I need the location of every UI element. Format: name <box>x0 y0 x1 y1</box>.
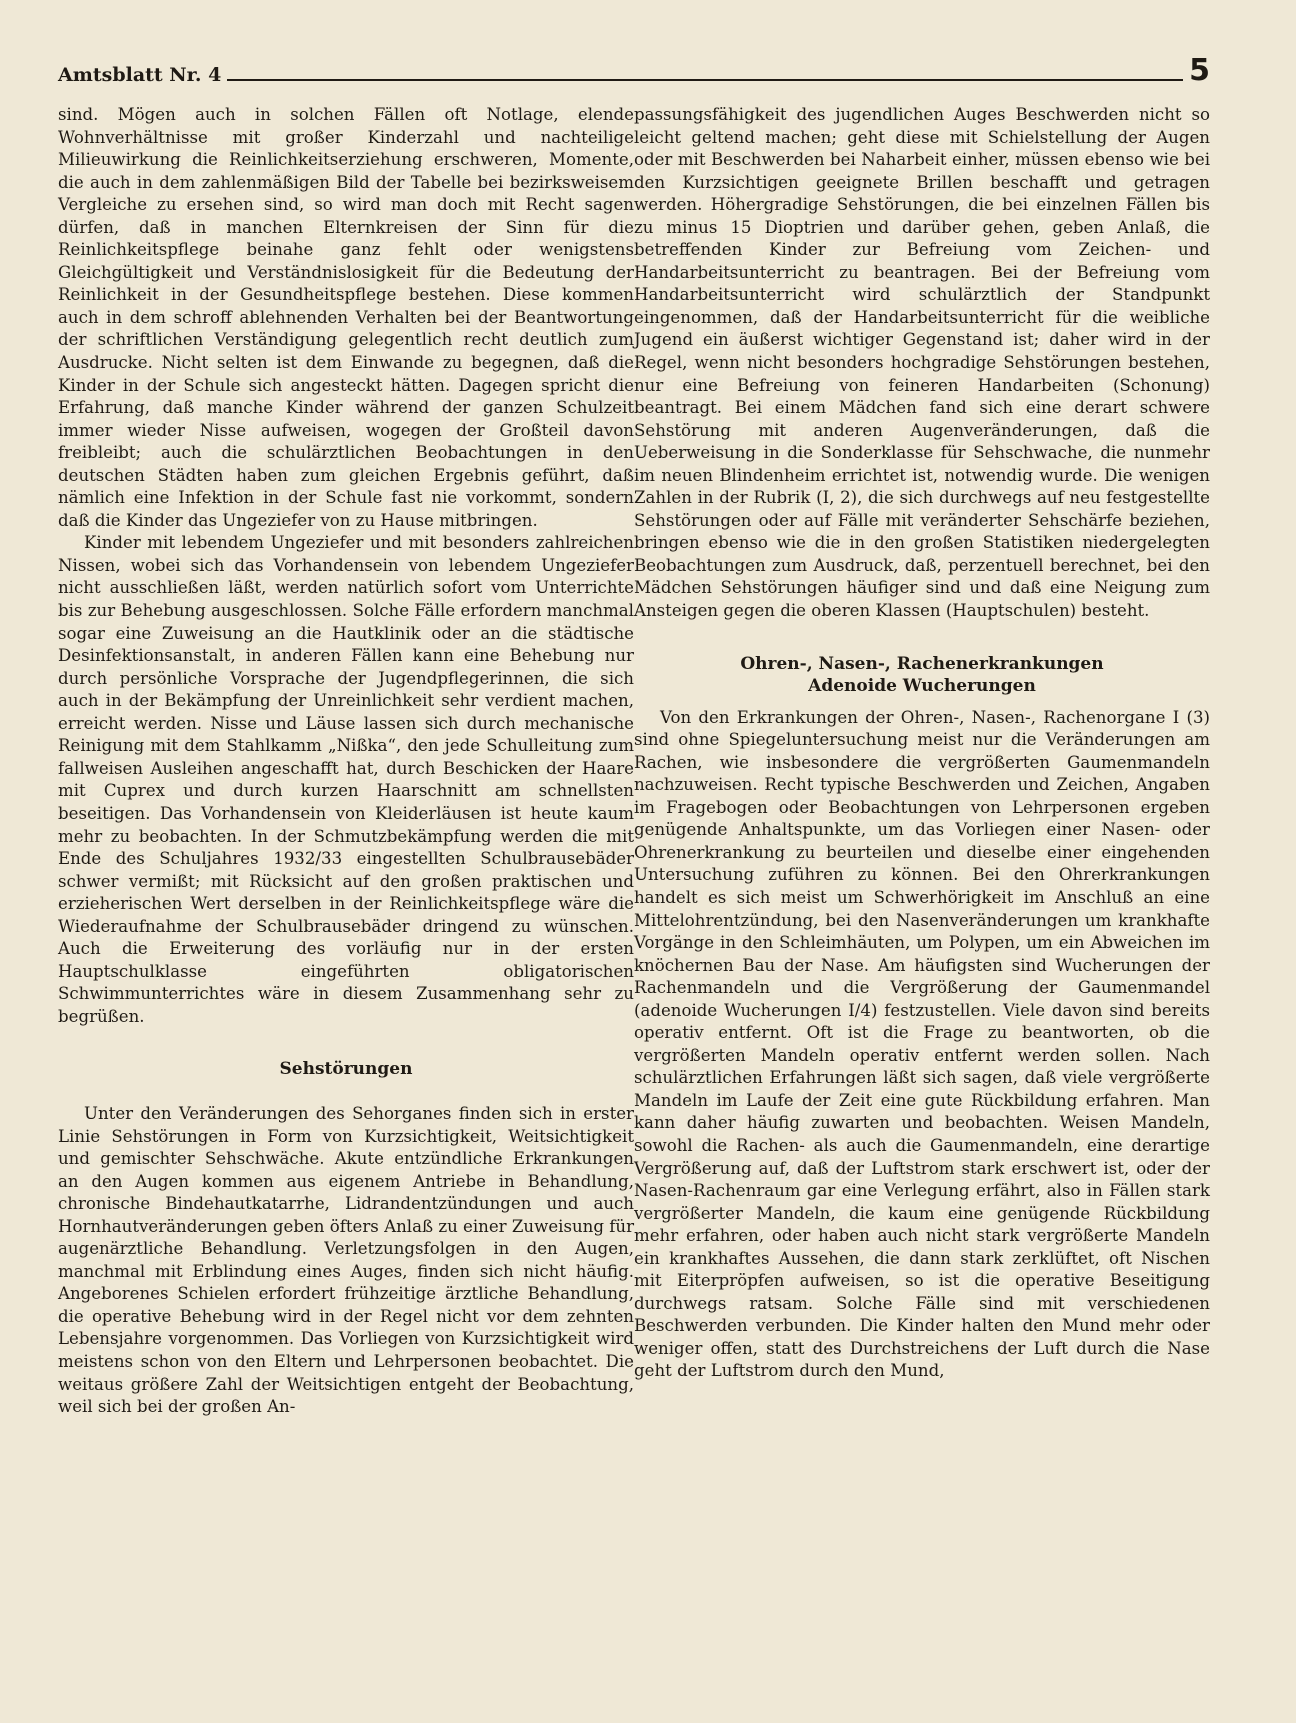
left-column <box>58 104 634 1419</box>
section-heading-line-2: Adenoide Wucherungen <box>808 675 1036 696</box>
left-paragraph-1: sind. Mögen auch in solchen Fällen oft Notlage, elende Wohnverhältnisse mit großer Kinderzahl und nachteilige Milieuwirkung die Reinlichkeitserziehung erschweren, Momente, die auch in dem zahlenmäßigen Bild der Tabelle bei bezirksweisem Vergleiche zu ersehen sind, so wird man doch mit Recht sagen dürfen, daß in manchen Elternkreisen der Sinn für die Reinlichkeitspflege beinahe ganz fehlt oder wenigstens Gleichgültigkeit und Verständnislosigkeit für die Bedeutung der Reinlichkeit in der Gesundheitspflege bestehen. Diese kommen auch in dem schroff ablehnenden Verhalten bei der Beantwortung der schriftlichen Verständigung gelegentlich recht deutlich zum Ausdrucke. Nicht selten ist dem Einwande zu begegnen, daß die Kinder in der Schule sich angesteckt hätten. Dagegen spricht die Erfahrung, daß manche Kinder während der ganzen Schulzeit immer wieder Nisse aufweisen, wogegen der Großteil davon freibleibt; auch die schulärztlichen Beobachtungen in den deutschen Städten haben zum gleichen Ergebnis geführt, daß nämlich eine Infektion in der Schule fast nie vorkommt, sondern daß die Kinder das Ungeziefer von zu Hause mitbringen. <box>58 105 634 530</box>
section-heading-line-1: Ohren-, Nasen-, Rachenerkrankungen <box>740 653 1104 674</box>
page-header <box>58 52 1210 86</box>
left-paragraph-3: Unter den Veränderungen des Sehorganes finden sich in erster Linie Sehstörungen in Form von Kurzsichtigkeit, Weitsichtigkeit und gemischter Sehschwäche. Akute entzündliche Erkrankungen an den Augen kommen aus eigenem Antriebe in Behandlung, chronische Bindehautkatarrhe, Lidrandentzündungen und auch Hornhautveränderungen geben öfters Anlaß zu einer Zuweisung für augenärztliche Behandlung. Verletzungsfolgen in den Augen, manchmal mit Erblindung eines Auges, finden sich nicht häufig. Angeborenes Schielen erfordert frühzeitige ärztliche Behandlung, die operative Behebung wird in der Regel nicht vor dem zehnten Lebensjahre vorgenommen. Das Vorliegen von Kurzsichtigkeit wird meistens schon von den Eltern und Lehrpersonen beobachtet. Die weitaus größere Zahl der Weitsichtigen entgeht der Beobachtung, weil sich bei der großen An- <box>58 1103 634 1417</box>
running-head: Amtsblatt Nr. 4 <box>58 64 222 86</box>
left-paragraph-2: Kinder mit lebendem Ungeziefer und mit besonders zahlreichen Nissen, wobei sich das Vorhandensein von lebendem Ungeziefer nicht ausschließen läßt, werden natürlich sofort vom Unterrichte bis zur Behebung ausgeschlossen. Solche Fälle erfordern manchmal sogar eine Zuweisung an die Hautklinik oder an die städtische Desinfektionsanstalt, in anderen Fällen kann eine Behebung nur durch persönliche Vorsprache der Jugendpflegerinnen, die sich auch in der Bekämpfung der Unreinlichkeit sehr verdient machen, erreicht werden. Nisse und Läuse lassen sich durch mechanische Reinigung mit dem Stahlkamm „Nißka“, den jede Schulleitung zum fallweisen Ausleihen angeschafft hat, durch Beschicken der Haare mit Cuprex und durch kurzen Haarschnitt am schnellsten beseitigen. Das Vorhandensein von Kleiderläusen ist heute kaum mehr zu beobachten. In der Schmutzbekämpfung werden die mit Ende des Schuljahres 1932/33 eingestellten Schulbrausebäder schwer vermißt; mit Rücksicht auf den großen praktischen und erzieherischen Wert derselben in der Reinlichkeitspflege wäre die Wiederaufnahme der Schulbrausebäder dringend zu wünschen. Auch die Erweiterung des vorläufig nur in der ersten Hauptschulklasse eingeführten obligatorischen Schwimmunterrichtes wäre in diesem Zusammenhang sehr zu begrüßen. <box>58 533 634 1026</box>
page-number: 5 <box>1189 53 1210 88</box>
right-paragraph-2: Von den Erkrankungen der Ohren-, Nasen-, Rachenorgane I (3) sind ohne Spiegeluntersuchung meist nur die Veränderungen am Rachen, wie insbesondere die vergrößerten Gaumenmandeln nachzuweisen. Recht typische Beschwerden und Zeichen, Angaben im Fragebogen oder Beobachtungen von Lehrpersonen ergeben genügende Anhaltspunkte, um das Vorliegen einer Nasen- oder Ohrenerkrankung zu beurteilen und dieselbe einer eingehenden Untersuchung zuführen zu können. Bei den Ohrerkrankungen handelt es sich meist um Schwerhörigkeit im Anschluß an eine Mittelohrentzündung, bei den Nasenveränderungen um krankhafte Vorgänge in den Schleimhäuten, um Polypen, um ein Abweichen im knöchernen Bau der Nase. Am häufigsten sind Wucherungen der Rachenmandeln und die Vergrößerung der Gaumenmandel (adenoide Wucherungen I/4) festzustellen. Viele davon sind bereits operativ entfernt. Oft ist die Frage zu beantworten, ob die vergrößerten Mandeln operativ entfernt werden sollen. Nach schulärztlichen Erfahrungen läßt sich sagen, daß viele vergrößerte Mandeln im Laufe der Zeit eine gute Rückbildung erfahren. Man kann daher häufig zuwarten und beobachten. Weisen Mandeln, sowohl die Rachen- als auch die Gaumenmandeln, eine derartige Vergrößerung auf, daß der Luftstrom stark erschwert ist, oder der Nasen-Rachenraum gar eine Verlegung erfährt, also in Fällen stark vergrößerter Mandeln, die kaum eine genügende Rückbildung mehr erfahren, oder haben auch nicht stark vergrößerte Mandeln ein krankhaftes Aussehen, die dann stark zerklüftet, oft Nischen mit Eiterpröpfen aufweisen, so ist die operative Beseitigung durchwegs ratsam. Solche Fälle sind mit verschiedenen Beschwerden verbunden. Die Kinder halten den Mund mehr oder weniger offen, statt des Durchstreichens der Luft durch die Nase geht der Luftstrom durch den Mund, <box>634 707 1210 1381</box>
right-column <box>634 104 1210 1419</box>
header-rule <box>227 79 1183 81</box>
section-heading-sehstoerungen: Sehstörungen <box>279 1059 413 1080</box>
right-paragraph-1: passungsfähigkeit des jugendlichen Auges Beschwerden nicht so leicht geltend machen; geht diese mit Schielstellung der Augen oder mit Beschwerden bei Naharbeit einher, müssen ebenso wie bei den Kurzsichtigen geeignete Brillen beschafft und getragen werden. Höhergradige Sehstörungen, die bei einzelnen Fällen bis zu minus 15 Dioptrien und darüber gehen, geben Anlaß, die betreffenden Kinder zur Befreiung vom Zeichen- und Handarbeitsunterricht zu beantragen. Bei der Befreiung vom Handarbeitsunterricht wird schulärztlich der Standpunkt eingenommen, daß der Handarbeitsunterricht für die weibliche Jugend ein äußerst wichtiger Gegenstand ist; daher wird in der Regel, wenn nicht besonders hochgradige Sehstörungen bestehen, nur eine Befreiung von feineren Handarbeiten (Schonung) beantragt. Bei einem Mädchen fand sich eine derart schwere Sehstörung mit anderen Augenveränderungen, daß die Ueberweisung in die Sonderklasse für Sehschwache, die nunmehr im neuen Blindenheim errichtet ist, notwendig wurde. Die wenigen Zahlen in der Rubrik (I, 2), die sich durchwegs auf neu festgestellte Sehstörungen oder auf Fälle mit veränderter Sehschärfe beziehen, bringen ebenso wie die in den großen Statistiken niedergelegten Beobachtungen zum Ausdruck, daß, perzentuell berechnet, bei den Mädchen Sehstörungen häufiger sind und daß eine Neigung zum Ansteigen gegen die oberen Klassen (Hauptschulen) besteht. <box>634 105 1210 621</box>
section-heading-ohren <box>634 653 1210 697</box>
text-columns <box>58 104 1210 1419</box>
